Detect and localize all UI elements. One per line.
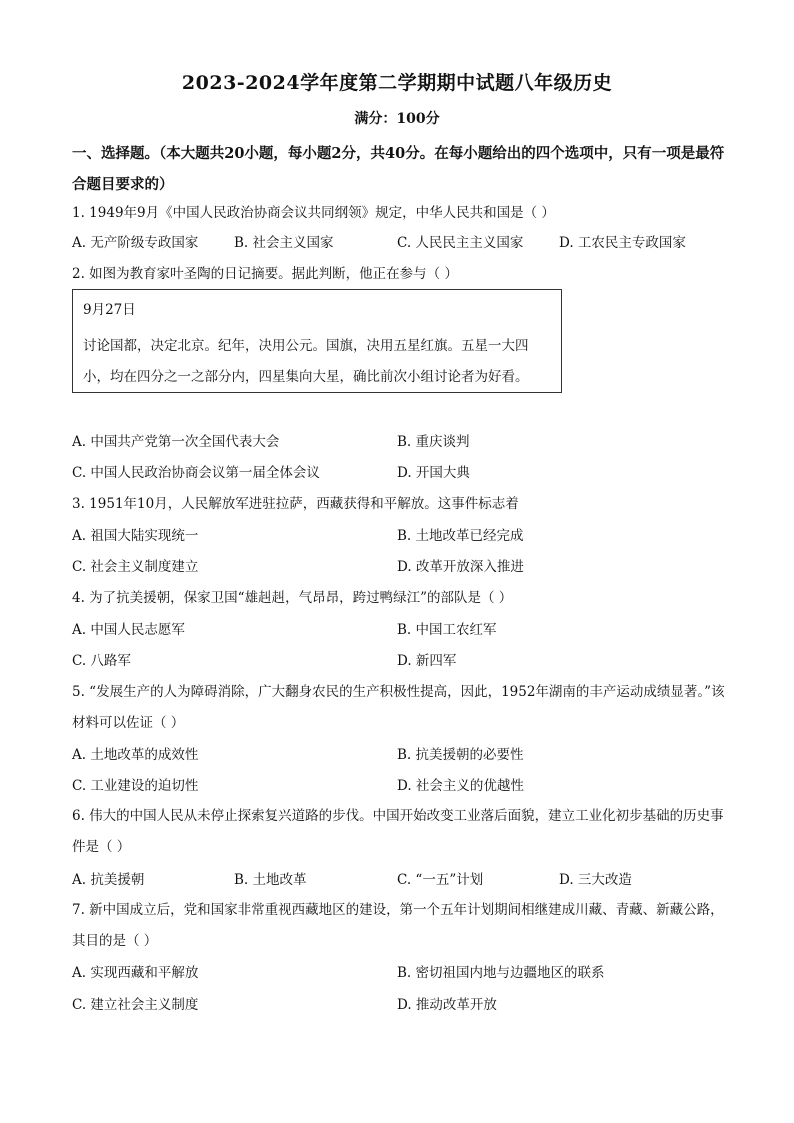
question-4-stem: 4. 为了抗美援朝，保家卫国“雄赳赳，气昂昂，跨过鸭绿江”的部队是（ ） [72,590,513,606]
question-7-option-d: D. 推动改革开放 [397,997,497,1013]
diary-date: 9月27日 [83,302,136,318]
question-7-option-a: A. 实现西藏和平解放 [72,965,199,981]
question-1-stem: 1. 1949年9月《中国人民政治协商会议共同纲领》规定，中华人民共和国是（ ） [72,205,555,221]
question-6-option-d: D. 三大改造 [559,872,632,888]
question-2-option-c: C. 中国人民政治协商会议第一届全体会议 [72,465,320,481]
question-2-option-d: D. 开国大典 [397,465,470,481]
diary-excerpt-box [72,289,562,393]
question-6-stem: 6. 伟大的中国人民从未停止探索复兴道路的步伐。中国开始改变工业落后面貌，建立工业化初步基础的历史事件是（ ） [72,808,724,855]
question-4-option-d: D. 新四军 [397,653,457,669]
question-7-option-c: C. 建立社会主义制度 [72,997,199,1013]
question-2-option-b: B. 重庆谈判 [397,434,470,450]
question-4-option-a: A. 中国人民志愿军 [72,622,185,638]
question-3-stem: 3. 1951年10月，人民解放军进驻拉萨，西藏获得和平解放。这事件标志着 [72,496,519,512]
exam-title: 2023-2024学年度第二学期期中试题八年级历史 [181,72,613,94]
question-3-option-b: B. 土地改革已经完成 [397,528,524,544]
question-5-option-d: D. 社会主义的优越性 [397,778,524,794]
full-score: 满分：100分 [354,111,440,127]
question-5-option-a: A. 土地改革的成效性 [72,747,199,763]
question-5-option-b: B. 抗美援朝的必要性 [397,747,524,763]
question-4-option-b: B. 中国工农红军 [397,622,497,638]
question-6-option-b: B. 土地改革 [234,872,307,888]
question-1-option-c: C. 人民民主主义国家 [397,235,524,251]
question-5-option-c: C. 工业建设的迫切性 [72,778,199,794]
question-1-option-a: A. 无产阶级专政国家 [72,235,199,251]
question-1-option-b: B. 社会主义国家 [234,235,334,251]
question-6-option-c: C. “一五”计划 [397,872,484,888]
question-4-option-c: C. 八路军 [72,653,131,669]
question-2-option-a: A. 中国共产党第一次全国代表大会 [72,434,280,450]
question-5-stem: 5. “发展生产的人为障碍消除，广大翻身农民的生产积极性提高，因此，1952年湖南的丰产运动成绩显著。”该材料可以佐证（ ） [72,684,725,731]
question-2-stem: 2. 如图为教育家叶圣陶的日记摘要。据此判断，他正在参与（ ） [72,266,458,282]
question-7-stem: 7. 新中国成立后，党和国家非常重视西藏地区的建设，第一个五年计划期间相继建成川藏、青藏、新藏公路，其目的是（ ） [72,902,724,949]
question-6-option-a: A. 抗美援朝 [72,872,145,888]
question-3-option-a: A. 祖国大陆实现统一 [72,528,199,544]
question-1-option-d: D. 工农民主专政国家 [559,235,686,251]
question-3-option-c: C. 社会主义制度建立 [72,559,199,575]
question-7-option-b: B. 密切祖国内地与边疆地区的联系 [397,965,605,981]
section-heading: 一、选择题。（本大题共20小题，每小题2分，共40分。在每小题给出的四个选项中，只有一项是最符合题目要求的） [72,145,725,193]
question-3-option-d: D. 改革开放深入推进 [397,559,524,575]
diary-text: 讨论国都，决定北京。纪年，决用公元。国旗，决用五星红旗。五星一大四小，均在四分之一之部分内，四星集向大星，确比前次小组讨论者为好看。 [83,338,529,385]
